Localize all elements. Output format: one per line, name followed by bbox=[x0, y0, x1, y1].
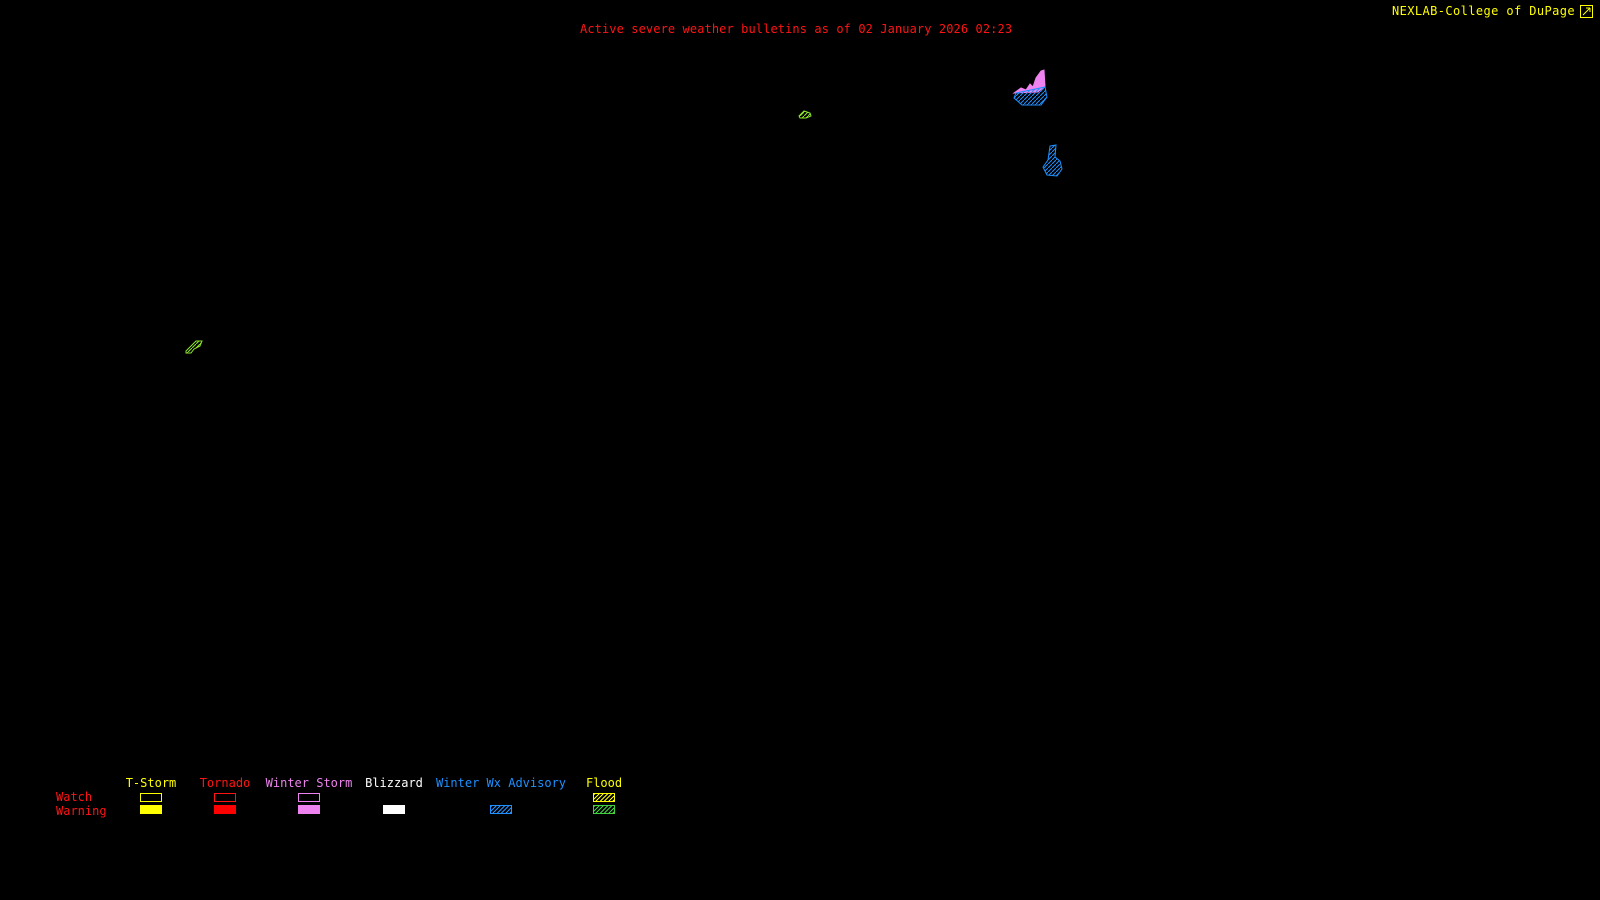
legend-watch-label: Watch bbox=[56, 790, 93, 804]
cod-logo-icon bbox=[1580, 5, 1593, 18]
branding bbox=[1392, 4, 1593, 18]
legend-swatch-tstorm-watch bbox=[140, 793, 162, 802]
legend-header-tstorm: T-Storm bbox=[125, 776, 177, 790]
legend-column-winter-storm bbox=[262, 776, 356, 816]
legend-column-blizzard bbox=[358, 776, 430, 816]
legend-swatch-tornado-warning bbox=[214, 805, 236, 814]
flood-warning-area-central[interactable] bbox=[186, 341, 202, 353]
legend-header-tornado: Tornado bbox=[199, 776, 251, 790]
winter-wx-advisory-area-northeast[interactable] bbox=[1043, 145, 1062, 176]
branding-text: NEXLAB-College of DuPage bbox=[1392, 4, 1575, 18]
legend-column-tstorm bbox=[115, 776, 187, 816]
legend-swatch-flood-warning bbox=[593, 805, 615, 814]
legend bbox=[0, 776, 700, 822]
legend-header-blizzard: Blizzard bbox=[365, 776, 423, 790]
legend-swatch-tstorm-warning bbox=[140, 805, 162, 814]
legend-swatch-blizzard-warning bbox=[383, 805, 405, 814]
legend-swatch-winter-storm-watch bbox=[298, 793, 320, 802]
page-title: Active severe weather bulletins as of 02 January 2026 02:23 bbox=[580, 22, 1013, 36]
legend-swatch-flood-watch bbox=[593, 793, 615, 802]
legend-column-winter-wx-advisory bbox=[435, 776, 567, 816]
legend-swatch-winter-storm-warning bbox=[298, 805, 320, 814]
flood-warning-area-east[interactable] bbox=[799, 111, 811, 118]
legend-header-flood: Flood bbox=[585, 776, 623, 790]
legend-column-tornado bbox=[189, 776, 261, 816]
legend-header-winter-wx-advisory: Winter Wx Advisory bbox=[435, 776, 567, 790]
legend-swatch-winter-wx-advisory-warning bbox=[490, 805, 512, 814]
legend-header-winter-storm: Winter Storm bbox=[265, 776, 353, 790]
legend-swatch-tornado-watch bbox=[214, 793, 236, 802]
legend-column-flood bbox=[580, 776, 628, 816]
legend-warning-label: Warning bbox=[56, 804, 107, 818]
